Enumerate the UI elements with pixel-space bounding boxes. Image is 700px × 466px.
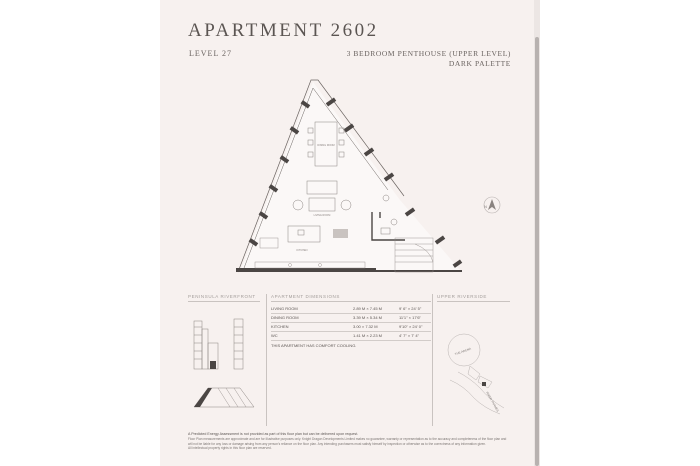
dimension-room: KITCHEN [271, 324, 289, 329]
map-label-arena: THE ARENA [454, 346, 472, 357]
divider-right [432, 294, 433, 426]
dimension-room: LIVING ROOM [271, 306, 298, 311]
section-label-left: PENINSULA RIVERFRONT [188, 294, 256, 299]
compass-label: N [484, 204, 487, 209]
level-label: LEVEL 27 [189, 49, 233, 58]
section-line-left [188, 301, 260, 302]
dimension-metric: 1.41 M × 2.23 M [353, 333, 383, 338]
dining-room-label: DINING ROOM [317, 144, 335, 147]
dimension-room: DINING ROOM [271, 315, 299, 320]
building-plan-thumbnail [190, 385, 258, 411]
living-room-label: LIVING ROOM [313, 214, 331, 217]
dimension-row [271, 305, 431, 314]
dimension-imperial: 9'10" × 24' 0" [399, 324, 423, 329]
ip-notice: All intellectual property rights in this floor plan are reserved. [188, 446, 272, 451]
bottom-wall-right [376, 270, 462, 272]
dimension-metric: 2.89 M × 7.45 M [353, 306, 383, 311]
dimension-metric: 3.00 × 7.32 M [353, 324, 378, 329]
page-title: APARTMENT 2602 [188, 20, 379, 41]
floor-plan [230, 78, 487, 283]
dimension-imperial: 11'1" × 17'6" [399, 315, 421, 320]
dimension-room: WC [271, 333, 278, 338]
energy-note: A Predicted Energy Assessment is not provided as part of this floor plan but can be delivered upon request. [188, 432, 359, 436]
kitchen-label: KITCHEN [296, 249, 308, 252]
dimension-row [271, 332, 431, 341]
bottom-wall [236, 268, 376, 272]
disclaimer [188, 432, 510, 451]
section-line-right [437, 301, 510, 302]
apartment-type-label: 3 BEDROOM PENTHOUSE (UPPER LEVEL) [346, 49, 511, 58]
section-label-right: UPPER RIVERSIDE [437, 294, 488, 299]
map-label-river: RIVER THAMES [485, 391, 500, 413]
location-map [440, 330, 510, 415]
dimension-row [271, 314, 431, 323]
dimensions-table [271, 305, 431, 348]
dimension-metric: 3.39 M × 5.34 M [353, 315, 383, 320]
divider-left [266, 294, 267, 426]
dimension-imperial: 4' 7" × 7' 4" [399, 333, 420, 338]
palette-label: DARK PALETTE [448, 59, 511, 68]
apartment-type [347, 49, 511, 69]
section-label-middle: APARTMENT DIMENSIONS [271, 294, 341, 299]
dimension-imperial: 9' 6" × 24' 5" [399, 306, 422, 311]
scrollbar-thumb[interactable] [535, 37, 539, 466]
section-line-middle [271, 301, 431, 302]
building-elevation-image [188, 315, 258, 375]
floor-area [240, 82, 460, 272]
comfort-cooling-note: THIS APARTMENT HAS COMFORT COOLING. [271, 343, 357, 348]
dimension-row [271, 323, 431, 332]
measurement-disclaimer: Floor Plan measurements are approximate and are for illustrative purposes only. Knight Dragon Developments Limited makes no guarantee, warranty or representation as to the accuracy and completeness of the floor plan and will not be liable for any loss or damage arising from any person's reliance on the floor plan. Any intending purchasers must satisfy himself by inspection or otherwise as to the correctness of any information given. [188, 437, 507, 446]
